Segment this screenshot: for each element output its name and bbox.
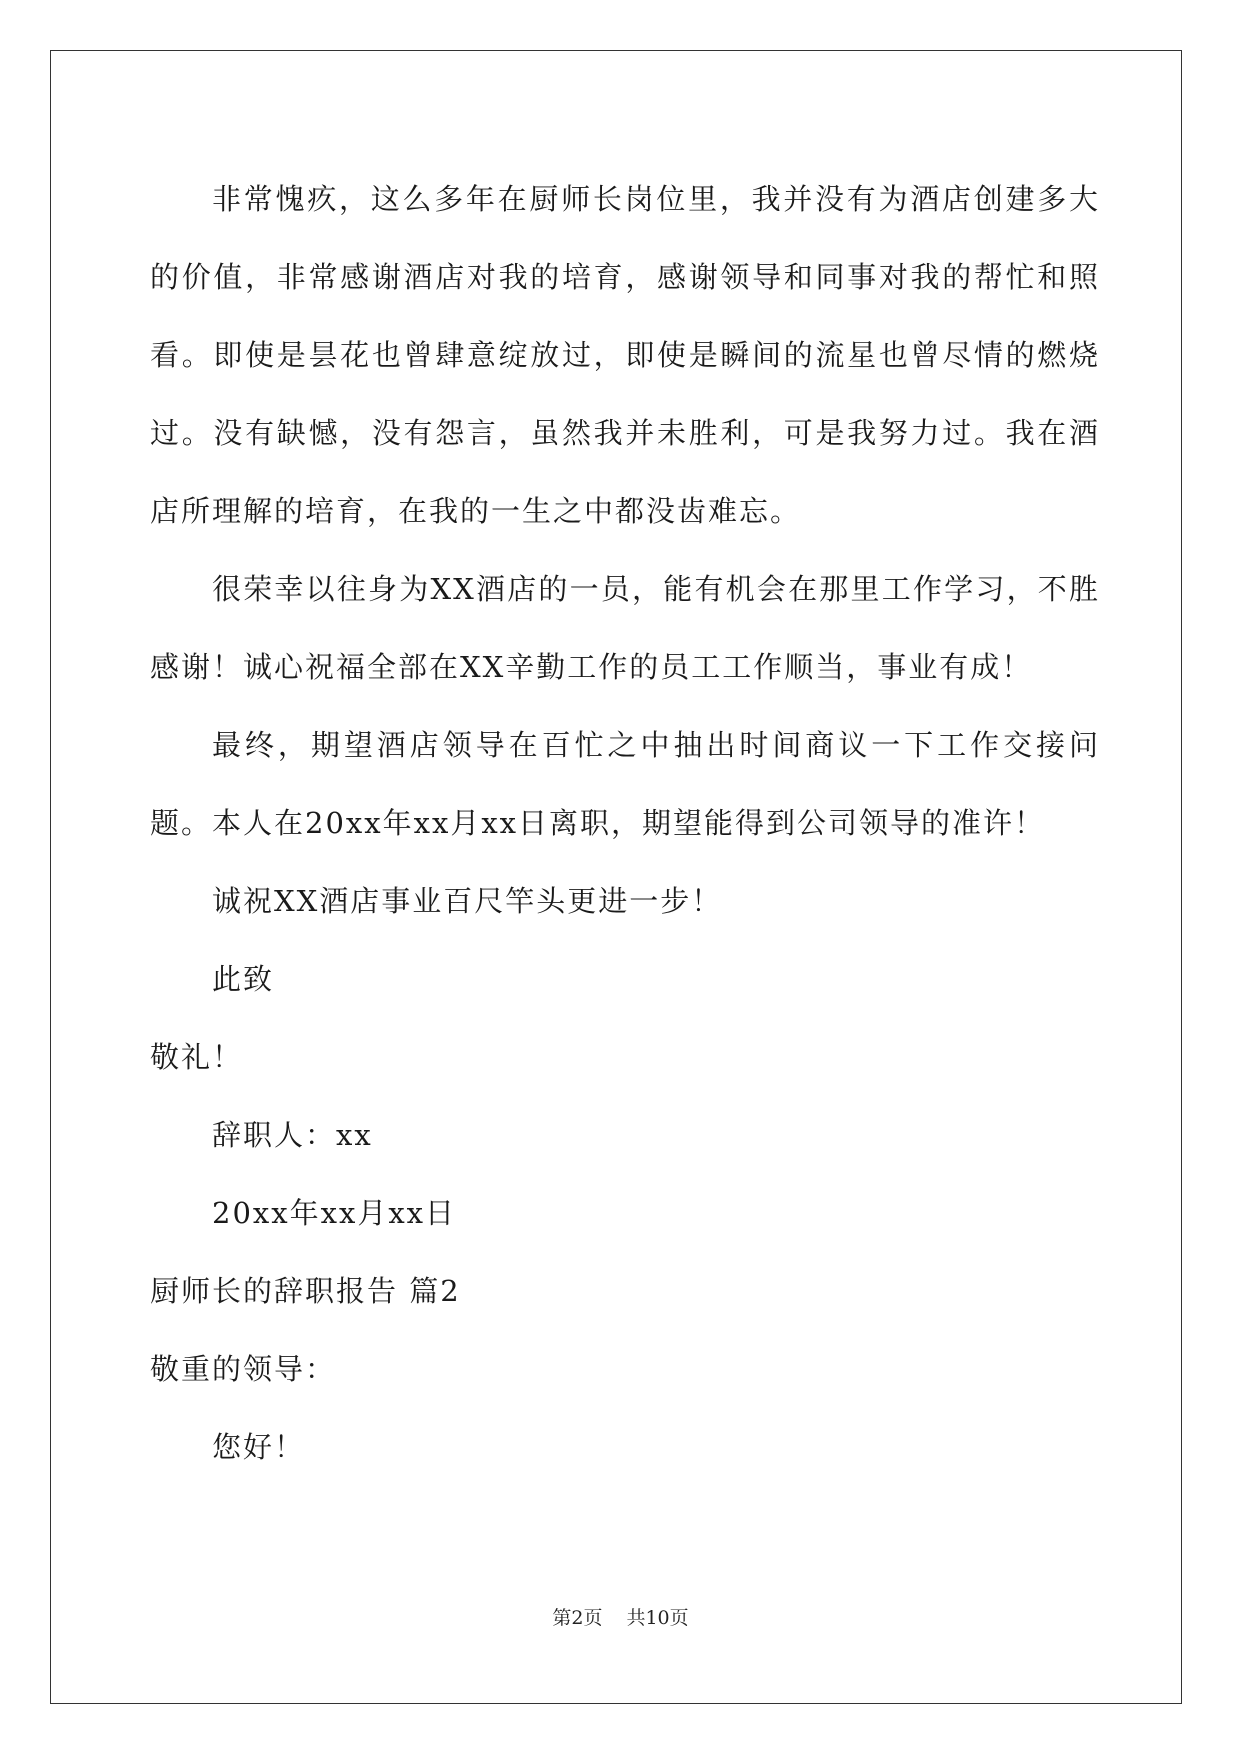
document-body bbox=[150, 160, 1100, 1486]
page-footer bbox=[0, 1603, 1241, 1630]
salute-line: 敬礼！ bbox=[150, 1040, 244, 1074]
hello-line: 您好！ bbox=[212, 1430, 306, 1464]
paragraph-thanks: 很荣幸以往身为XX酒店的一员，能有机会在那里工作学习，不胜感谢！诚心祝福全部在XX辛勤工作的员工工作顺当，事业有成！ bbox=[150, 572, 1100, 684]
wish-line: 诚祝XX酒店事业百尺竿头更进一步！ bbox=[212, 884, 723, 918]
greeting-line: 敬重的领导： bbox=[150, 1352, 337, 1386]
paragraph-handover: 最终，期望酒店领导在百忙之中抽出时间商议一下工作交接问题。本人在20xx年xx月xx日离职，期望能得到公司领导的准许！ bbox=[150, 728, 1100, 840]
paragraph-apology: 非常愧疚，这么多年在厨师长岗位里，我并没有为酒店创建多大的价值，非常感谢酒店对我的培育，感谢领导和同事对我的帮忙和照看。即使是昙花也曾肆意绽放过，即使是瞬间的流星也曾尽情的燃烧过。没有缺憾，没有怨言，虽然我并未胜利，可是我努力过。我在酒店所理解的培育，在我的一生之中都没齿难忘。 bbox=[150, 182, 1100, 528]
section-title: 厨师长的辞职报告 篇2 bbox=[150, 1274, 461, 1308]
page-total: 共10页 bbox=[626, 1607, 689, 1629]
signer-line: 辞职人：xx bbox=[212, 1118, 373, 1152]
date-line: 20xx年xx月xx日 bbox=[212, 1196, 457, 1230]
page-number: 第2页 bbox=[552, 1607, 603, 1629]
closing-line: 此致 bbox=[212, 962, 275, 996]
